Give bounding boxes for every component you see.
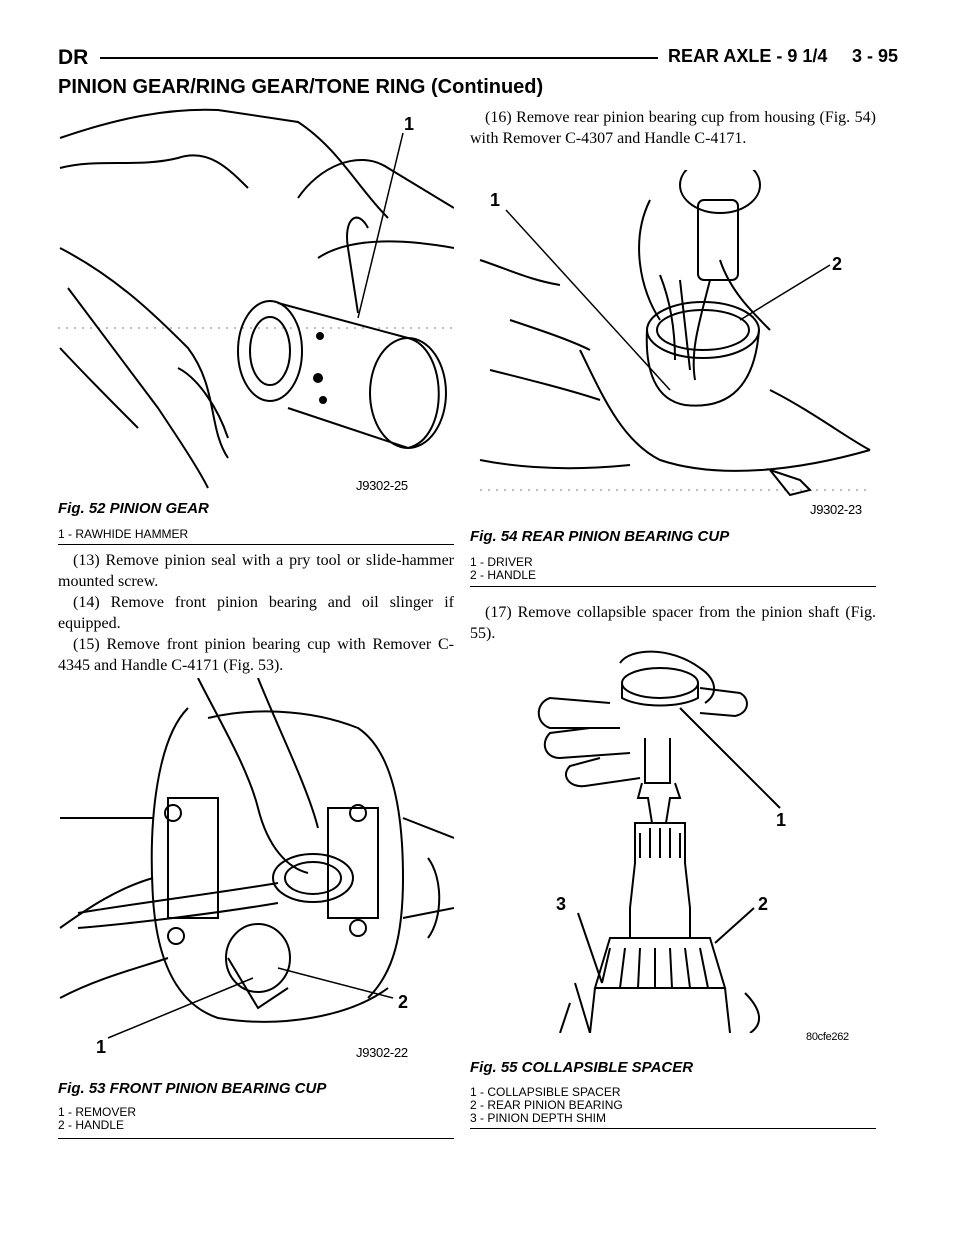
figure-54-legend [470,556,536,582]
header-section: REAR AXLE - 9 1/4 [668,46,828,66]
legend-item: 2 - HANDLE [58,1118,125,1132]
callout-2: 2 [832,254,843,274]
figure-code: 80cfe262 [806,1031,849,1043]
step-17: (17) Remove collapsible spacer from the pinion shaft (Fig. 55). [470,604,876,642]
step-13: (13) Remove pinion seal with a pry tool or slide-hammer mounted screw. [58,552,454,590]
legend-item: 3 - PINION DEPTH SHIM [470,1111,607,1125]
step-14: (14) Remove front pinion bearing and oil slinger if equipped. [58,594,454,632]
legend-item: 1 - COLLAPSIBLE SPACER [470,1085,621,1099]
steps-13-15 [58,550,454,676]
figure-code: J9302-22 [356,1045,408,1060]
figure-52-legend [58,528,188,541]
callout-1: 1 [490,190,501,210]
figure-55-rule [470,1128,876,1129]
legend-item: 1 - DRIVER [470,555,533,569]
page-title: PINION GEAR/RING GEAR/TONE RING (Continued) [58,76,544,98]
figure-54 [470,170,876,525]
figure-55-caption: Fig. 55 COLLAPSIBLE SPACER [470,1059,694,1076]
figure-52-rule [58,544,454,545]
legend-item: 1 - REMOVER [58,1105,137,1119]
callout-3: 3 [556,894,567,914]
legend-item: 2 - HANDLE [470,568,537,582]
figure-53 [58,678,454,1073]
callout-1: 1 [776,810,787,830]
step-16-block [470,107,876,149]
figure-54-rule [470,586,876,587]
figure-53-caption: Fig. 53 FRONT PINION BEARING CUP [58,1080,327,1097]
step-16: (16) Remove rear pinion bearing cup from housing (Fig. 54) with Remover C-4307 and Handle C-4171. [470,109,876,147]
figure-code: J9302-25 [356,478,408,493]
figure-55-legend [470,1086,623,1125]
front-pinion-bearing-cup-illustration [58,678,454,1073]
collapsible-spacer-illustration [530,648,876,1033]
figure-53-rule [58,1138,454,1139]
step-17-block [470,602,876,644]
legend-item: 1 - RAWHIDE HAMMER [58,527,189,541]
callout-2: 2 [758,894,769,914]
figure-55 [530,648,876,1043]
legend-item: 2 - REAR PINION BEARING [470,1098,623,1112]
header-code: DR [58,46,89,69]
figure-54-caption: Fig. 54 REAR PINION BEARING CUP [470,528,730,545]
figure-52-caption: Fig. 52 PINION GEAR [58,500,209,517]
callout-2: 2 [398,992,409,1012]
step-15: (15) Remove front pinion bearing cup with Remover C-4345 and Handle C-4171 (Fig. 53). [58,636,454,674]
pinion-gear-illustration [58,108,454,498]
callout-1: 1 [96,1037,107,1057]
rear-pinion-bearing-cup-illustration [470,170,876,525]
callout-1: 1 [404,114,415,134]
figure-52 [58,108,454,498]
figure-code: J9302-23 [810,502,862,517]
page-number: 3 - 95 [851,46,898,66]
header-rule [100,57,658,59]
figure-53-legend [58,1106,136,1132]
